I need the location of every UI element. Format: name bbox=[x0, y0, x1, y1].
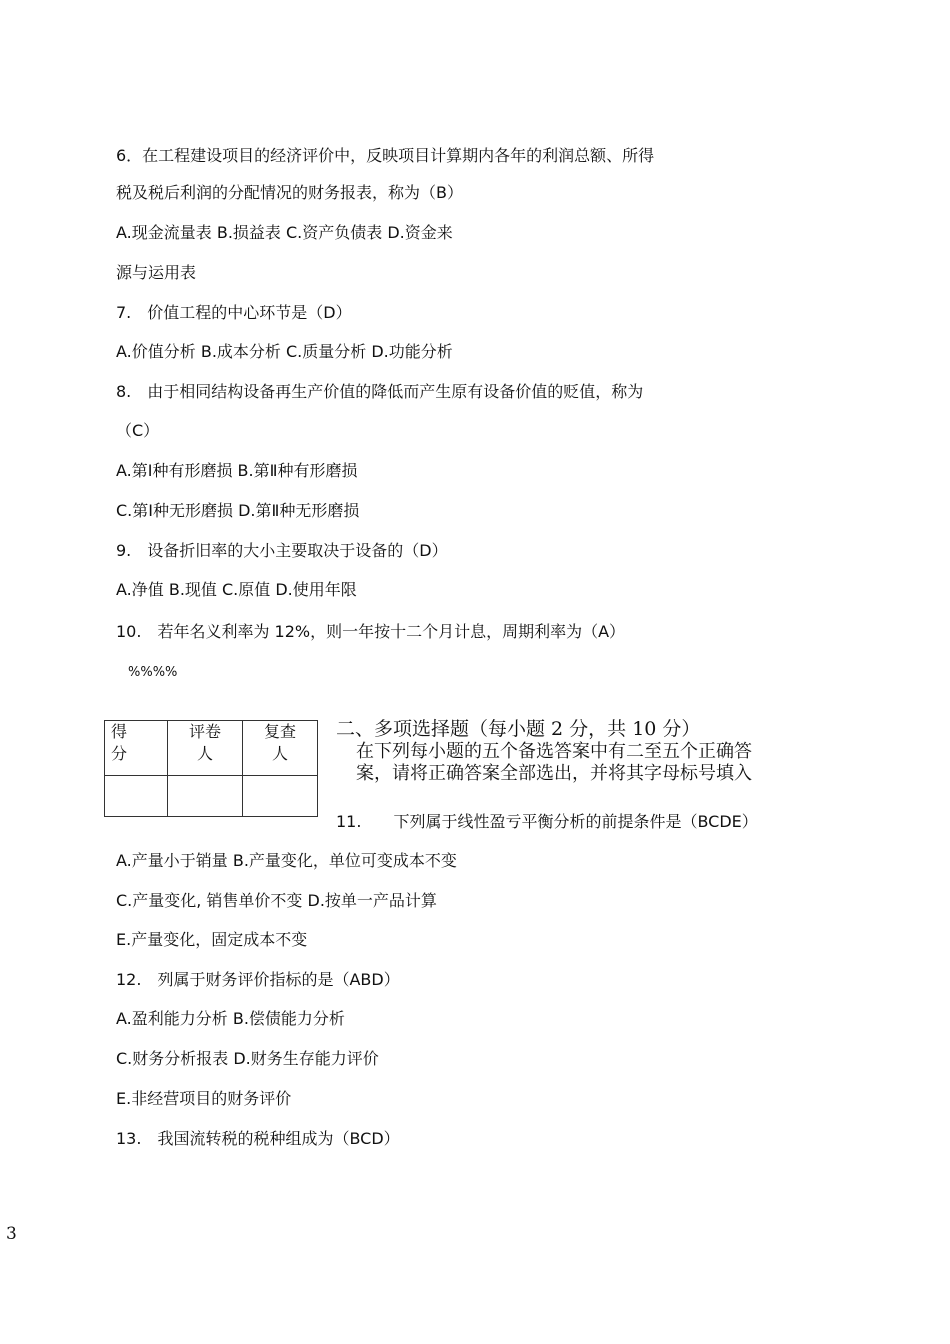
question-6-options-cont: 源与运用表 bbox=[116, 263, 197, 282]
question-8-line-2: （C） bbox=[116, 421, 160, 440]
page-number: 3 bbox=[6, 1224, 17, 1244]
question-9-options: A.净值 B.现值 C.原值 D.使用年限 bbox=[116, 580, 357, 599]
question-12-options-1: A.盈利能力分析 B.偿债能力分析 bbox=[116, 1009, 345, 1028]
question-10-options: %%%% bbox=[128, 665, 178, 680]
question-8-options-2: C.第Ⅰ种无形磨损 D.第Ⅱ种无形磨损 bbox=[116, 501, 360, 520]
question-10: 10. 若年名义利率为 12%，则一年按十二个月计息，周期利率为（A） bbox=[116, 622, 626, 641]
question-9: 9. 设备折旧率的大小主要取决于设备的（D） bbox=[116, 541, 448, 560]
question-6-line-2: 税及税后利润的分配情况的财务报表，称为（B） bbox=[116, 183, 463, 202]
section-2-title: 二、多项选择题（每小题 2 分，共 10 分） bbox=[336, 718, 701, 740]
score-cell-header: 得 分 bbox=[105, 721, 168, 776]
reviewer-cell-header: 复查 人 bbox=[243, 721, 318, 776]
reviewer-cell bbox=[243, 776, 318, 817]
question-12-options-3: E.非经营项目的财务评价 bbox=[116, 1089, 292, 1108]
question-11-options-3: E.产量变化，固定成本不变 bbox=[116, 930, 308, 949]
section-2-desc-2: 案，请将正确答案全部选出，并将其字母标号填入 bbox=[356, 763, 752, 784]
question-8-line-1: 8. 由于相同结构设备再生产价值的降低而产生原有设备价值的贬值，称为 bbox=[116, 382, 644, 401]
section-2-desc-1: 在下列每小题的五个备选答案中有二至五个正确答 bbox=[356, 741, 752, 762]
question-6-line-1: 6．在工程建设项目的经济评价中，反映项目计算期内各年的利润总额、所得 bbox=[116, 146, 655, 165]
question-6-options: A.现金流量表 B.损益表 C.资产负债表 D.资金来 bbox=[116, 223, 453, 242]
question-11-options-2: C.产量变化, 销售单价不变 D.按单一产品计算 bbox=[116, 891, 437, 910]
grader-cell-header: 评卷 人 bbox=[168, 721, 243, 776]
grader-cell bbox=[168, 776, 243, 817]
question-11: 11. 下列属于线性盈亏平衡分析的前提条件是（BCDE） bbox=[336, 812, 758, 831]
question-7: 7. 价值工程的中心环节是（D） bbox=[116, 303, 352, 322]
score-cell bbox=[105, 776, 168, 817]
question-13: 13. 我国流转税的税种组成为（BCD） bbox=[116, 1129, 400, 1148]
question-12-options-2: C.财务分析报表 D.财务生存能力评价 bbox=[116, 1049, 379, 1068]
question-12: 12. 列属于财务评价指标的是（ABD） bbox=[116, 970, 400, 989]
question-7-options: A.价值分析 B.成本分析 C.质量分析 D.功能分析 bbox=[116, 342, 453, 361]
question-11-options-1: A.产量小于销量 B.产量变化，单位可变成本不变 bbox=[116, 851, 457, 870]
score-table bbox=[104, 720, 318, 817]
question-8-options-1: A.第Ⅰ种有形磨损 B.第Ⅱ种有形磨损 bbox=[116, 461, 358, 480]
